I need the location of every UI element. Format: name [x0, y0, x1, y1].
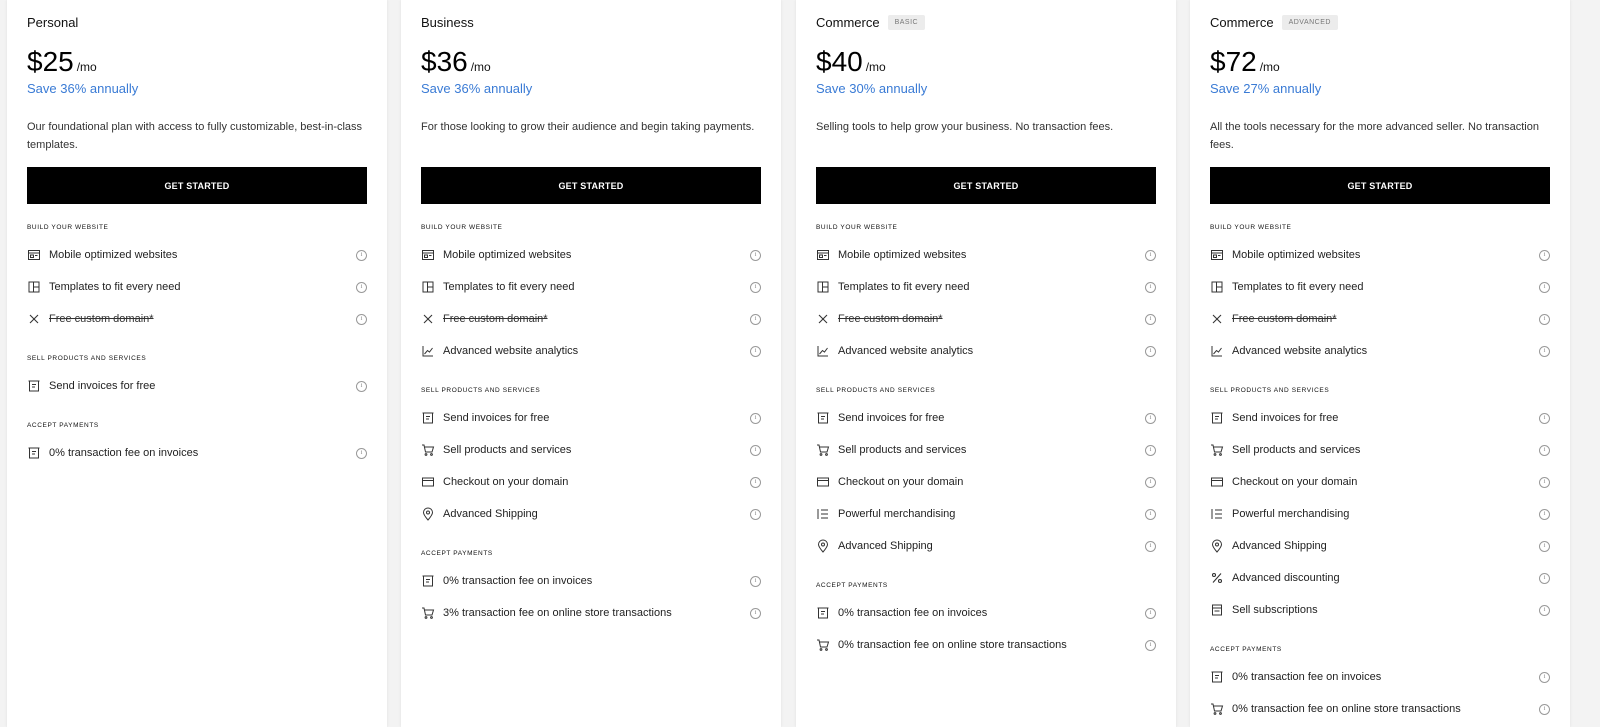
- feature-item: [816, 466, 1156, 498]
- feature-label: Mobile optimized websites: [443, 249, 572, 261]
- feature-label: 0% transaction fee on invoices: [838, 607, 988, 619]
- feature-label: Send invoices for free: [443, 412, 550, 424]
- info-icon[interactable]: i: [750, 608, 761, 619]
- info-icon[interactable]: i: [356, 314, 367, 325]
- feature-section-title: BUILD YOUR WEBSITE: [421, 224, 503, 231]
- feature-label: Advanced website analytics: [443, 345, 579, 357]
- feature-item: [1210, 402, 1550, 434]
- annual-savings: Save 36% annually: [27, 81, 139, 96]
- feature-label: Templates to fit every need: [443, 281, 575, 293]
- info-icon[interactable]: i: [1145, 640, 1156, 651]
- info-icon[interactable]: i: [750, 509, 761, 520]
- feature-item: [1210, 303, 1550, 335]
- info-icon[interactable]: i: [750, 413, 761, 424]
- feature-item: [421, 303, 761, 335]
- feature-label: 0% transaction fee on invoices: [49, 447, 199, 459]
- feature-item: [1210, 239, 1550, 271]
- feature-section-title: BUILD YOUR WEBSITE: [27, 224, 109, 231]
- plan-card: [401, 0, 781, 727]
- info-icon[interactable]: i: [356, 448, 367, 459]
- template-icon: [421, 280, 435, 294]
- feature-section-title: ACCEPT PAYMENTS: [421, 550, 493, 557]
- info-icon[interactable]: i: [1539, 509, 1550, 520]
- info-icon[interactable]: i: [1539, 573, 1550, 584]
- info-icon[interactable]: i: [1539, 477, 1550, 488]
- feature-item: [1210, 562, 1550, 594]
- feature-label: Mobile optimized websites: [838, 249, 967, 261]
- website-icon: [1210, 248, 1224, 262]
- x-icon: [1210, 312, 1224, 326]
- cart-icon: [421, 606, 435, 620]
- x-icon: [27, 312, 41, 326]
- feature-item: [1210, 530, 1550, 562]
- price-period: /mo: [470, 60, 491, 74]
- x-icon: [816, 312, 830, 326]
- plan-badge: ADVANCED: [1282, 15, 1338, 30]
- invoice-icon: [816, 606, 830, 620]
- info-icon[interactable]: i: [1145, 477, 1156, 488]
- get-started-button[interactable]: GET STARTED: [421, 167, 761, 204]
- plan-price: $36: [421, 46, 468, 77]
- price-period: /mo: [1259, 60, 1280, 74]
- plan-card: [1190, 0, 1570, 727]
- info-icon[interactable]: i: [1145, 282, 1156, 293]
- percent-icon: [1210, 571, 1224, 585]
- card-icon: [1210, 475, 1224, 489]
- feature-item: [27, 239, 367, 271]
- subscription-icon: [1210, 603, 1224, 617]
- feature-item: [1210, 271, 1550, 303]
- annual-savings: Save 36% annually: [421, 81, 533, 96]
- feature-item: [816, 530, 1156, 562]
- feature-item: [816, 434, 1156, 466]
- analytics-icon: [816, 344, 830, 358]
- feature-section-title: ACCEPT PAYMENTS: [1210, 646, 1282, 653]
- info-icon[interactable]: i: [1539, 282, 1550, 293]
- feature-item: [421, 271, 761, 303]
- template-icon: [27, 280, 41, 294]
- info-icon[interactable]: i: [750, 346, 761, 357]
- plan-price: $72: [1210, 46, 1257, 77]
- feature-section-title: SELL PRODUCTS AND SERVICES: [816, 387, 936, 394]
- feature-label: Sell products and services: [838, 444, 967, 456]
- info-icon[interactable]: i: [1539, 704, 1550, 715]
- feature-label: Sell subscriptions: [1232, 604, 1318, 616]
- plan-description: For those looking to grow their audience and begin taking payments.: [421, 121, 755, 133]
- feature-label: Advanced website analytics: [1232, 345, 1368, 357]
- feature-item: [1210, 335, 1550, 367]
- feature-item: [27, 437, 367, 469]
- price-row: [816, 46, 1156, 80]
- feature-label: Advanced website analytics: [838, 345, 974, 357]
- invoice-icon: [816, 411, 830, 425]
- price-period: /mo: [76, 60, 97, 74]
- feature-item: [1210, 661, 1550, 693]
- feature-item: [421, 498, 761, 530]
- info-icon[interactable]: i: [1539, 346, 1550, 357]
- feature-section-title: ACCEPT PAYMENTS: [816, 582, 888, 589]
- card-icon: [421, 475, 435, 489]
- feature-label: Templates to fit every need: [1232, 281, 1364, 293]
- analytics-icon: [1210, 344, 1224, 358]
- feature-section-title: SELL PRODUCTS AND SERVICES: [421, 387, 541, 394]
- feature-item: [27, 271, 367, 303]
- template-icon: [1210, 280, 1224, 294]
- location-icon: [421, 507, 435, 521]
- info-icon[interactable]: i: [1145, 445, 1156, 456]
- info-icon[interactable]: i: [1145, 608, 1156, 619]
- price-row: [27, 46, 367, 80]
- info-icon[interactable]: i: [1539, 413, 1550, 424]
- plan-card: [7, 0, 387, 727]
- cart-icon: [421, 443, 435, 457]
- feature-label: Send invoices for free: [838, 412, 945, 424]
- card-icon: [816, 475, 830, 489]
- feature-item: [421, 466, 761, 498]
- feature-label: Advanced Shipping: [1232, 540, 1327, 552]
- info-icon[interactable]: i: [750, 576, 761, 587]
- feature-label: Sell products and services: [443, 444, 572, 456]
- feature-label: Checkout on your domain: [1232, 476, 1358, 488]
- feature-label: Mobile optimized websites: [49, 249, 178, 261]
- feature-label: 3% transaction fee on online store transactions: [443, 607, 672, 619]
- info-icon[interactable]: i: [1539, 605, 1550, 616]
- info-icon[interactable]: i: [1145, 413, 1156, 424]
- plan-header: [816, 14, 1156, 30]
- plan-name: Personal: [27, 14, 79, 30]
- feature-section-title: BUILD YOUR WEBSITE: [816, 224, 898, 231]
- feature-item: [421, 565, 761, 597]
- info-icon[interactable]: i: [1145, 346, 1156, 357]
- feature-label: Mobile optimized websites: [1232, 249, 1361, 261]
- feature-item: [421, 239, 761, 271]
- feature-label: Templates to fit every need: [838, 281, 970, 293]
- plan-name: Business: [421, 14, 474, 30]
- feature-item: [421, 335, 761, 367]
- feature-label: 0% transaction fee on online store transactions: [1232, 703, 1461, 715]
- info-icon[interactable]: i: [750, 282, 761, 293]
- website-icon: [421, 248, 435, 262]
- feature-item: [1210, 693, 1550, 725]
- feature-section-title: SELL PRODUCTS AND SERVICES: [27, 355, 147, 362]
- plan-price: $25: [27, 46, 74, 77]
- analytics-icon: [421, 344, 435, 358]
- annual-savings: Save 30% annually: [816, 81, 928, 96]
- annual-savings: Save 27% annually: [1210, 81, 1322, 96]
- feature-item: [816, 629, 1156, 661]
- price-row: [421, 46, 761, 80]
- info-icon[interactable]: i: [750, 250, 761, 261]
- feature-item: [1210, 466, 1550, 498]
- info-icon[interactable]: i: [750, 445, 761, 456]
- cart-icon: [816, 638, 830, 652]
- info-icon[interactable]: i: [750, 477, 761, 488]
- location-icon: [1210, 539, 1224, 553]
- plan-badge: BASIC: [888, 15, 926, 30]
- price-period: /mo: [865, 60, 886, 74]
- feature-label: 0% transaction fee on invoices: [443, 575, 593, 587]
- feature-label: Advanced Shipping: [838, 540, 933, 552]
- get-started-button[interactable]: GET STARTED: [1210, 167, 1550, 204]
- info-icon[interactable]: i: [1539, 314, 1550, 325]
- feature-label: Send invoices for free: [49, 380, 156, 392]
- get-started-button[interactable]: GET STARTED: [816, 167, 1156, 204]
- info-icon[interactable]: i: [1145, 314, 1156, 325]
- info-icon[interactable]: i: [750, 314, 761, 325]
- feature-label: Sell products and services: [1232, 444, 1361, 456]
- feature-label: 0% transaction fee on online store transactions: [838, 639, 1067, 651]
- plan-name: Commerce: [1210, 14, 1274, 30]
- cart-icon: [1210, 702, 1224, 716]
- feature-label: Free custom domain*: [443, 313, 548, 325]
- feature-label: Templates to fit every need: [49, 281, 181, 293]
- plan-description: All the tools necessary for the more advanced seller. No transaction fees.: [1210, 121, 1539, 151]
- feature-label: Free custom domain*: [838, 313, 943, 325]
- invoice-icon: [421, 411, 435, 425]
- feature-label: Powerful merchandising: [1232, 508, 1350, 520]
- feature-item: [816, 271, 1156, 303]
- plan-description: Selling tools to help grow your business. No transaction fees.: [816, 121, 1114, 133]
- info-icon[interactable]: i: [1539, 445, 1550, 456]
- info-icon[interactable]: i: [356, 282, 367, 293]
- feature-label: Send invoices for free: [1232, 412, 1339, 424]
- invoice-icon: [27, 446, 41, 460]
- x-icon: [421, 312, 435, 326]
- info-icon[interactable]: i: [1539, 541, 1550, 552]
- feature-label: Checkout on your domain: [838, 476, 964, 488]
- plan-header: [1210, 14, 1550, 30]
- feature-item: [1210, 594, 1550, 626]
- feature-item: [816, 239, 1156, 271]
- plan-price: $40: [816, 46, 863, 77]
- info-icon[interactable]: i: [356, 381, 367, 392]
- feature-label: Advanced discounting: [1232, 572, 1340, 584]
- website-icon: [816, 248, 830, 262]
- template-icon: [816, 280, 830, 294]
- website-icon: [27, 248, 41, 262]
- feature-label: Free custom domain*: [49, 313, 154, 325]
- feature-item: [421, 434, 761, 466]
- plan-header: [27, 14, 367, 30]
- feature-label: Advanced Shipping: [443, 508, 538, 520]
- feature-section-title: ACCEPT PAYMENTS: [27, 422, 99, 429]
- feature-item: [816, 597, 1156, 629]
- feature-item: [816, 335, 1156, 367]
- invoice-icon: [27, 379, 41, 393]
- feature-item: [27, 370, 367, 402]
- feature-item: [421, 597, 761, 629]
- info-icon[interactable]: i: [1145, 509, 1156, 520]
- plan-name: Commerce: [816, 14, 880, 30]
- feature-section-title: BUILD YOUR WEBSITE: [1210, 224, 1292, 231]
- feature-label: Free custom domain*: [1232, 313, 1337, 325]
- get-started-button[interactable]: GET STARTED: [27, 167, 367, 204]
- feature-section-title: SELL PRODUCTS AND SERVICES: [1210, 387, 1330, 394]
- plan-header: [421, 14, 761, 30]
- info-icon[interactable]: i: [1539, 672, 1550, 683]
- feature-label: Powerful merchandising: [838, 508, 956, 520]
- price-row: [1210, 46, 1550, 80]
- info-icon[interactable]: i: [1539, 250, 1550, 261]
- feature-item: [816, 498, 1156, 530]
- info-icon[interactable]: i: [356, 250, 367, 261]
- feature-item: [816, 303, 1156, 335]
- invoice-icon: [1210, 670, 1224, 684]
- plan-card: [796, 0, 1176, 727]
- cart-icon: [816, 443, 830, 457]
- list-icon: [816, 507, 830, 521]
- feature-item: [421, 402, 761, 434]
- cart-icon: [1210, 443, 1224, 457]
- feature-item: [1210, 434, 1550, 466]
- info-icon[interactable]: i: [1145, 250, 1156, 261]
- feature-item: [27, 303, 367, 335]
- invoice-icon: [421, 574, 435, 588]
- list-icon: [1210, 507, 1224, 521]
- feature-item: [816, 402, 1156, 434]
- plan-description: Our foundational plan with access to fully customizable, best-in-class templates.: [27, 121, 363, 151]
- location-icon: [816, 539, 830, 553]
- info-icon[interactable]: i: [1145, 541, 1156, 552]
- feature-item: [1210, 498, 1550, 530]
- invoice-icon: [1210, 411, 1224, 425]
- feature-label: 0% transaction fee on invoices: [1232, 671, 1382, 683]
- feature-label: Checkout on your domain: [443, 476, 569, 488]
